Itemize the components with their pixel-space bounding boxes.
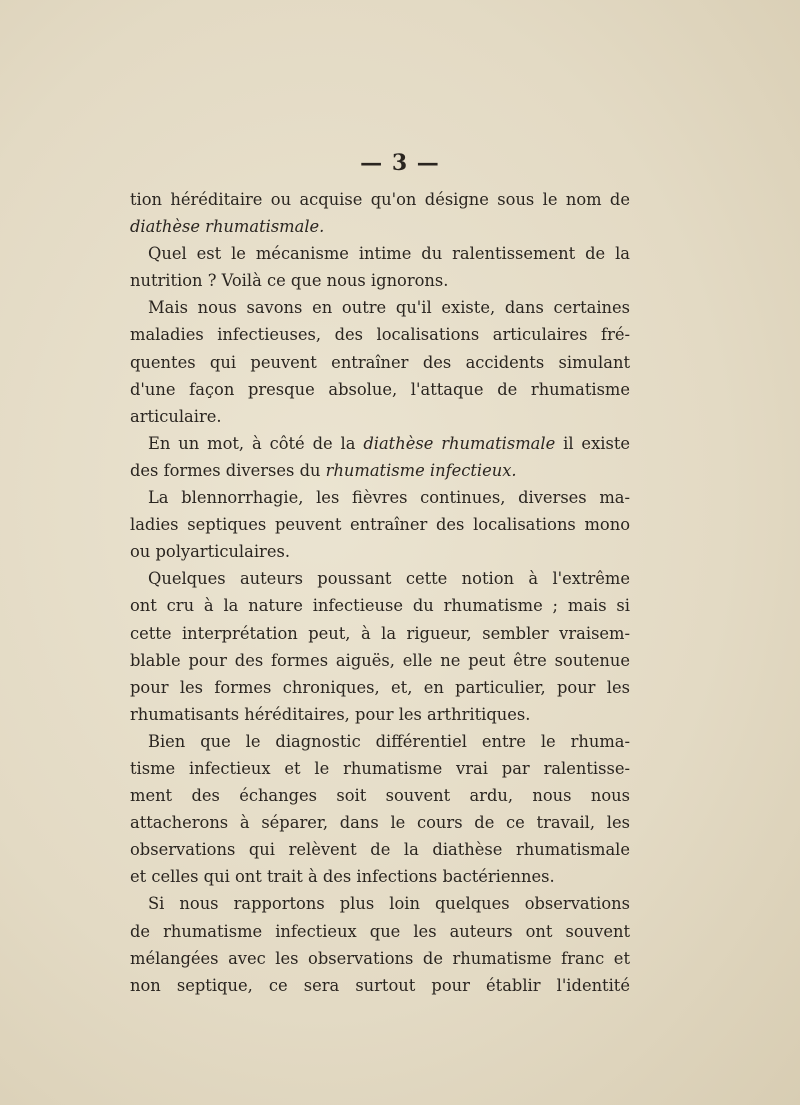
text-line: articulaire. — [130, 406, 222, 426]
text-line: Mais nous savons en outre qu'il existe, dans certaines — [148, 298, 630, 318]
text-line: Bien que le diagnostic différentiel entre le rhuma- — [148, 731, 630, 751]
text-line: mélangées avec les observations de rhumatisme franc et — [130, 948, 630, 968]
text-line: Quel est le mécanisme intime du ralentissement de la — [148, 244, 630, 264]
text-line: ou polyarticulaires. — [130, 542, 291, 562]
text-line: observations qui relèvent de la diathèse rhumatismale — [130, 840, 630, 860]
text-line: maladies infectieuses, des localisations articulaires fré- — [130, 325, 630, 345]
text-line: et celles qui ont trait à des infections bactériennes. — [130, 867, 555, 887]
body-text — [130, 186, 630, 999]
text-line: Si nous rapportons plus loin quelques observations — [148, 894, 630, 914]
text-line: blable pour des formes aiguës, elle ne peut être soutenue — [130, 650, 630, 670]
text-line: des formes diverses du rhumatisme infectieux. — [130, 460, 517, 480]
text-line: quentes qui peuvent entraîner des accidents simulant — [130, 352, 630, 372]
text-line: non septique, ce sera surtout pour établir l'identité — [130, 975, 630, 995]
text-line: tion héréditaire ou acquise qu'on désigne sous le nom de — [130, 190, 630, 209]
text-line: nutrition ? Voilà ce que nous ignorons. — [130, 271, 449, 291]
text-line: tisme infectieux et le rhumatisme vrai par ralentisse- — [130, 758, 630, 778]
text-line: de rhumatisme infectieux que les auteurs ont souvent — [130, 921, 630, 941]
text-line: pour les formes chroniques, et, en particulier, pour les — [130, 677, 630, 697]
text-line: d'une façon presque absolue, l'attaque de rhumatisme — [130, 379, 630, 399]
text-line: cette interprétation peut, à la rigueur, sembler vraisem- — [130, 623, 630, 643]
text-line: En un mot, à côté de la diathèse rhumatismale il existe — [148, 433, 630, 453]
text-line: ladies septiques peuvent entraîner des localisations mono — [130, 515, 630, 535]
text-line: rhumatisants héréditaires, pour les arthritiques. — [130, 704, 531, 724]
page-number: — 3 — — [360, 150, 440, 176]
text-line: ont cru à la nature infectieuse du rhumatisme ; mais si — [130, 596, 630, 616]
text-line: La blennorrhagie, les fièvres continues, diverses ma- — [148, 488, 630, 508]
text-line: ment des échanges soit souvent ardu, nous nous — [130, 786, 630, 806]
text-line: diathèse rhumatismale. — [130, 217, 325, 237]
text-line: attacherons à séparer, dans le cours de ce travail, les — [130, 813, 630, 833]
text-line: Quelques auteurs poussant cette notion à l'extrême — [148, 569, 630, 589]
